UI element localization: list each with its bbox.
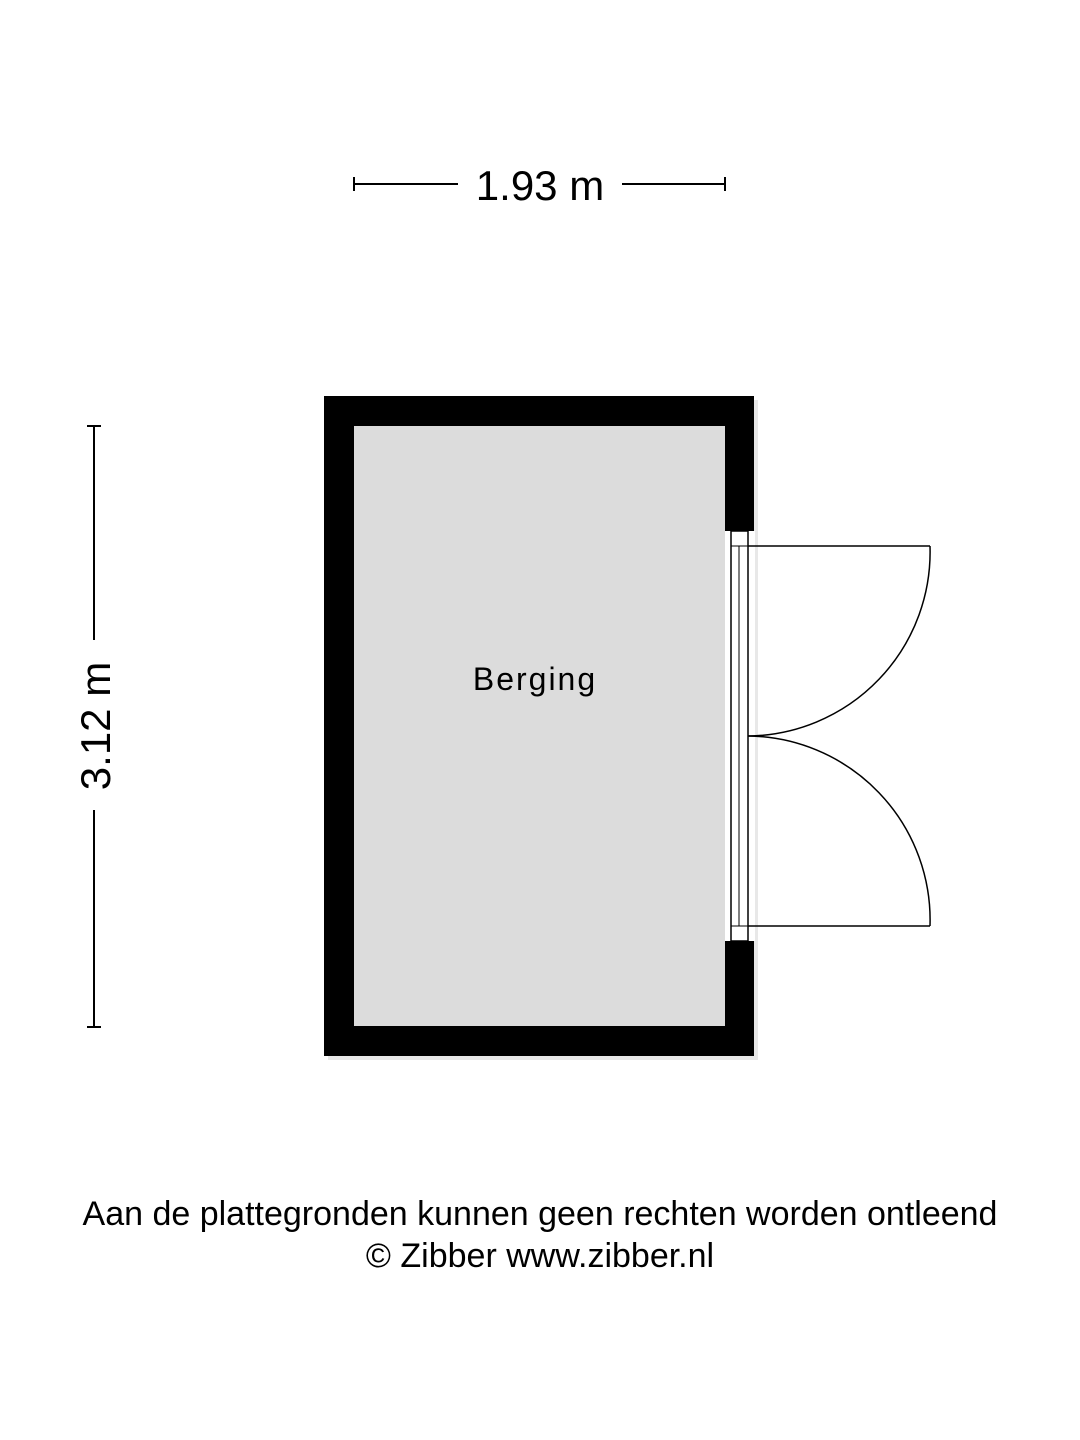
width-dimension-label: 1.93 m [475,162,605,209]
copyright-text: © Zibber www.zibber.nl [365,1237,715,1275]
disclaimer-text: Aan de plattegronden kunnen geen rechten worden ontleend [82,1195,998,1233]
height-dimension-label: 3.12 m [72,661,119,791]
door-swing-arc-top [748,546,930,736]
door-swing-arc-bottom [748,736,930,926]
room-berging [324,396,758,1060]
height-dimension [72,426,119,1027]
double-door [748,546,930,926]
room-label: Berging [472,661,598,697]
width-dimension [354,162,725,209]
room-floor [354,426,725,1026]
